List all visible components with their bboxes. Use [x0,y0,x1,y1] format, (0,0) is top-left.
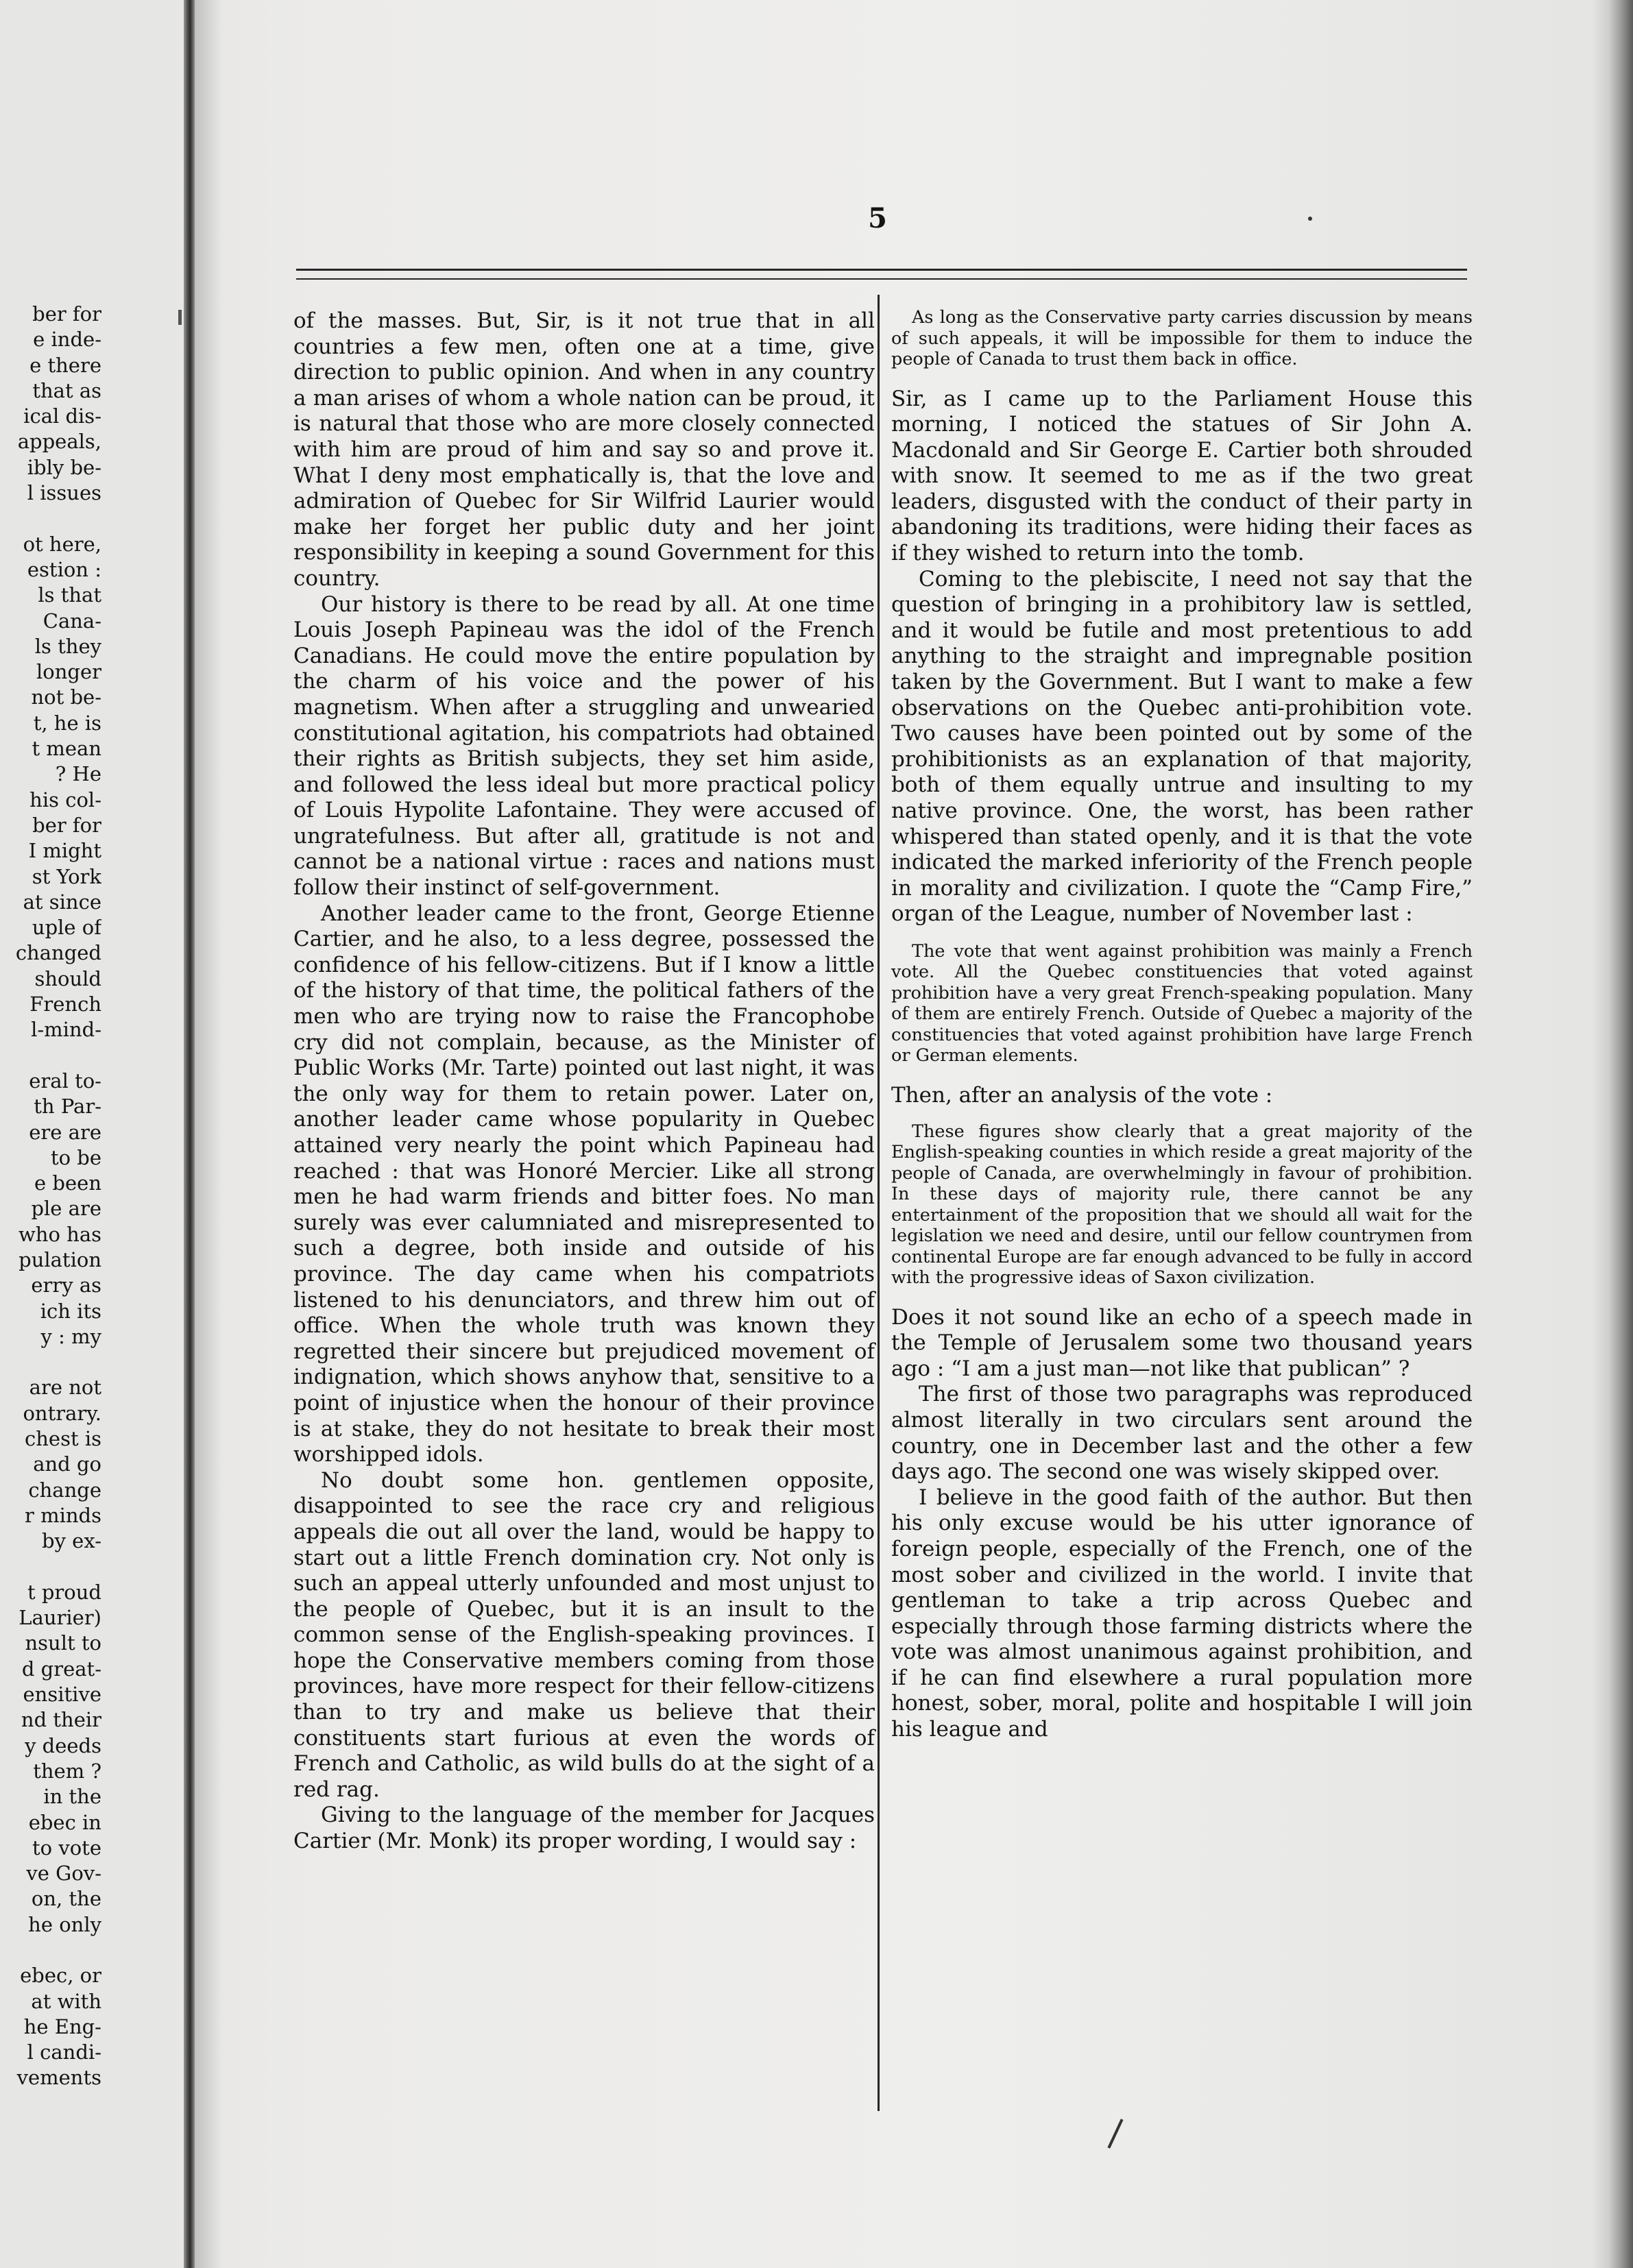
fragment-line: he only [28,1912,101,1936]
fragment-line: by ex- [42,1529,101,1553]
fragment-line: appeals, [17,430,101,454]
fragment-line: l-mind- [31,1018,101,1042]
fragment-line [0,506,101,531]
fragment-line: estion : [27,557,101,581]
fragment-line: ere are [29,1120,101,1144]
paragraph: of the masses. But, Sir, is it not true that in all countries a few men, often one at a time, give direction to public opinion. And when in any country a man arises of whom a whole nation can be proud, it is natural that those who are more closely connected with him are proud of him and say so and prove it. What I deny most emphatically is, that the love and admiration of Quebec for Sir Wilfrid Laurier would make her forget her public duty and her joint responsibility in keeping a sound Government for this country. [293,308,875,591]
fragment-line: d great- [21,1657,101,1681]
fragment-line: ical dis- [23,404,101,428]
fold-shadow [195,0,222,2268]
fragment-line: ve Gov- [26,1862,101,1886]
fragment-line: e inde- [33,328,101,352]
fragment-line: t proud [27,1580,101,1604]
fragment-line: t, he is [33,711,101,735]
fragment-line: th Par- [34,1095,101,1119]
block-quote: These figures show clearly that a great majority of the English-speaking counties in which reside a great majority of the people of Canada, are overwhelmingly in favour of prohibition. In these days of majority rule, there cannot be any entertainment of the proposition that we should all wait for the legislation we need and desire, until our fellow countrymen from continental Europe are far enough advanced to be fully in accord with the progressive ideas of Saxon civilization. [891,1121,1473,1289]
fragment-line: who has [18,1222,101,1246]
fragment-line: e been [34,1171,101,1195]
fragment-line: ple are [31,1197,101,1221]
fragment-line: I might [28,839,101,863]
block-quote: As long as the Conservative party carries discussion by means of such appeals, it will be impossible for them to induce the people of Canada to trust them back in office. [891,307,1473,369]
fragment-line: to vote [32,1836,101,1859]
fragment-line: t mean [32,737,101,761]
fragment-line: ensitive [23,1683,101,1707]
fragment-line: on, the [31,1887,101,1911]
fragment-line: pulation [19,1247,101,1271]
fragment-line: l candi- [27,2040,101,2064]
fragment-line: his col- [29,788,101,812]
fragment-line [0,1350,101,1375]
header-rule [296,269,1467,271]
fragment-line: uple of [32,916,101,940]
fragment-line: are not [29,1376,101,1400]
fragment-line: eral to- [29,1069,101,1093]
fragment-line: st York [32,864,101,888]
fragment-line: ? He [55,762,101,786]
fragment-line: Cana- [43,609,101,633]
fragment-line: nd their [21,1708,101,1732]
ink-dot [1308,217,1312,221]
fragment-line: ich its [40,1299,101,1323]
fragment-line: e there [29,353,101,377]
paragraph: Does it not sound like an echo of a speech made in the Temple of Jerusalem some two thousand years ago : “I am a just man—not like that publican” ? [891,1304,1473,1381]
fragment-line: ber for [32,813,101,837]
header-rule-secondary [296,278,1467,280]
paragraph: Another leader came to the front, George Etienne Cartier, and he also, to a less degree, possessed the confidence of his fellow-citizens. But if I know a little of the history of that time, the political fathers of the men who are trying now to raise the Francophobe cry did not complain, because, as the Minister of Public Works (Mr. Tarte) pointed out last night, it was the only way for them to retain power. Later on, another leader came whose popularity in Quebec attained very nearly the point which Papineau had reached : that was Honoré Mercier. Like all strong men he had warm friends and bitter foes. No man surely was ever calumniated and misrepresented to such a degree, both inside and outside of his province. The day came when his compatriots listened to his denunciators, and threw him out of office. When the whole truth was known they regretted their sincere but prejudiced movement of indignation, which shows anyhow that, sensitive to a point of injustice when the honour of their province is at stake, they do not hesitate to break their most worshipped idols. [293,901,875,1467]
fragment-line: change [28,1478,101,1502]
paragraph: Our history is there to be read by all. At one time Louis Joseph Papineau was the idol of the French Canadians. He could move the entire population by the charm of his voice and the power of his magnetism. When after a struggling and unwearied constitutional agitation, his compatriots had obtained their rights as British subjects, they set him aside, and followed the less ideal but more practical policy of Louis Hypolite Lafontaine. They were accused of ungratefulness. But after all, gratitude is not and cannot be a national virtue : races and nations must follow their instinct of self-government. [293,592,875,901]
right-column [891,307,1473,1743]
fragment-line: French [29,992,101,1016]
fragment-line: r minds [25,1503,101,1527]
fragment-line: erry as [31,1273,101,1297]
fragment-line: chest is [25,1427,101,1451]
fragment-line: in the [43,1785,101,1809]
fragment-line: y deeds [25,1733,101,1757]
fragment-line [0,1938,101,1963]
lead-in-line: Then, after an analysis of the vote : [891,1082,1273,1108]
column-divider [878,295,880,2111]
fragment-line: at with [31,1989,101,2013]
paragraph: No doubt some hon. gentlemen opposite, disappointed to see the race cry and religious appeals die out all over the land, would be happy to start out a little French domination cry. Not only is such an appeal utterly unfounded and most unjust to the people of Quebec, but it is an insult to the common sense of the English-speaking provinces. I hope the Conservative members coming from those provinces, have more respect for their fellow-citizens than to try and make us believe that their constituents start furious at even the words of French and Catholic, as wild bulls do at the sight of a red rag. [293,1467,875,1802]
paragraph: The first of those two paragraphs was reproduced almost literally in two circulars sent around the country, one in December last and the other a few days ago. The second one was wisely skipped over. [891,1382,1473,1485]
fragment-line: at since [23,890,101,914]
binding-fold [184,0,195,2268]
fragment-line: l issues [27,481,101,505]
fragment-line: not be- [31,685,101,709]
paragraph: Sir, as I came up to the Parliament House this morning, I noticed the statues of Sir John A. Macdonald and Sir George E. Cartier both shrouded with snow. It seemed to me as if the two great leaders, disgusted with the conduct of their party in abandoning its traditions, were hiding their faces as if they wished to return into the tomb. [891,386,1473,566]
fragment-line: y : my [40,1324,101,1348]
fragment-line [0,1043,101,1069]
paragraph: I believe in the good faith of the author. But then his only excuse would be his utter ignorance of foreign people, especially of the French, one of the most sober and civilized in the world. I invite that gentleman to take a trip across Quebec and especially through those farming districts where the vote was almost unanimous against prohibition, and if he can find elsewhere a rural population more honest, sober, moral, polite and hospitable I will join his league and [891,1485,1473,1742]
adjacent-page-text [0,302,101,2091]
fragment-line: nsult to [25,1631,101,1655]
left-column [293,308,875,1855]
fragment-line: changed [15,941,101,965]
fragment-line: and go [33,1452,101,1476]
fragment-line: longer [36,660,101,684]
paragraph: Giving to the language of the member for Jacques Cartier (Mr. Monk) its proper wording, I would say : [293,1803,875,1854]
fragment-line: ls that [38,583,101,607]
paragraph: Coming to the plebiscite, I need not say that the question of bringing in a prohibitory law is settled, and it would be futile and most pretentious to add anything to the straight and impregnable position taken by the Government. But I want to make a few observations on the Quebec anti-prohibition vote. Two causes have been pointed out by some of the prohibitionists as an explanation of that majority, both of them equally untrue and insulting to my native province. One, the worst, has been rather whispered than stated openly, and it is that the vote indicated the marked inferiority of the French people in morality and civilization. I quote the “Camp Fire,” organ of the League, number of November last : [891,566,1473,927]
fragment-line: ot here, [23,532,101,556]
fragment-line: he Eng- [23,2014,101,2038]
fragment-line: that as [32,378,101,402]
fragment-line: ontrary. [23,1401,101,1425]
binding-mark [178,310,182,325]
fragment-line: ebec in [28,1810,101,1834]
block-quote: The vote that went against prohibition was mainly a French vote. All the Quebec constituencies that voted against prohibition have a very great French-speaking population. Many of them are entirely French. Outside of Quebec a majority of the constituencies that voted against prohibition have large French or German elements. [891,940,1473,1066]
fragment-line: them ? [33,1759,101,1783]
fragment-line: Laurier) [19,1606,101,1630]
fragment-line: to be [50,1145,101,1169]
fragment-line: should [34,966,101,990]
page-number: 5 [868,202,887,234]
page-edge [1592,0,1633,2268]
fragment-line: ber for [32,302,101,326]
fragment-line: ls they [34,634,101,658]
fragment-line: ebec, or [20,1964,101,1988]
fragment-line: vements [16,2066,101,2090]
fragment-line: ibly be- [27,455,101,479]
fragment-line [0,1554,101,1580]
